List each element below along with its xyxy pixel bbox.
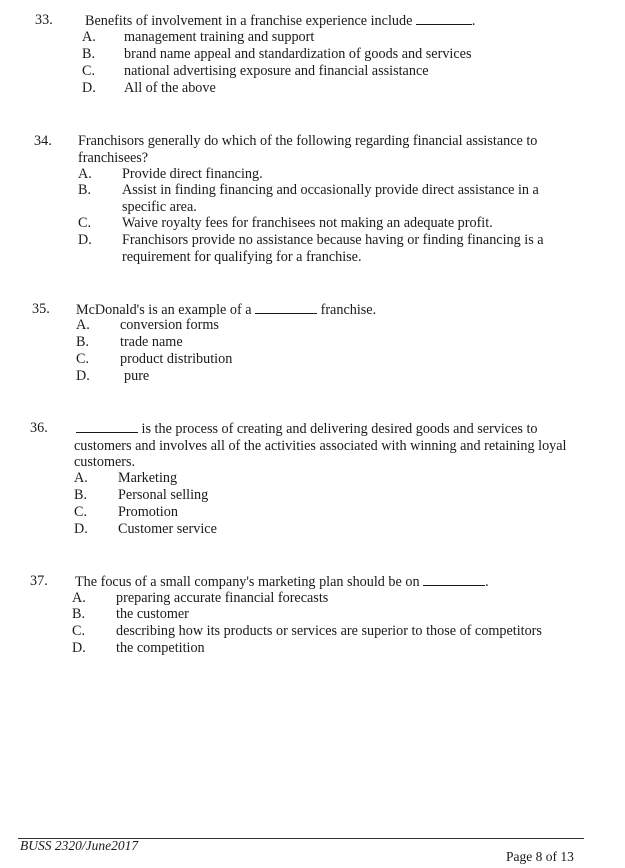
option-letter: B. — [76, 334, 90, 350]
option-letter: C. — [74, 504, 88, 520]
option-text: All of the above — [124, 80, 216, 96]
option-letter: A. — [74, 470, 88, 486]
option-text: Promotion — [118, 504, 178, 520]
answer-blank — [76, 420, 138, 433]
option-letter: D. — [78, 232, 92, 248]
question-stem: McDonald's is an example of a franchise. — [76, 302, 377, 318]
option-letter: B. — [78, 182, 92, 198]
option-text: Marketing — [118, 470, 178, 486]
option-text: management training and support — [124, 29, 315, 45]
option-letter: D. — [72, 640, 86, 656]
option-letter: B. — [82, 46, 96, 62]
option-text: Customer service — [118, 521, 217, 537]
option-text: describing how its products or services are superior to those of competitors — [116, 623, 542, 639]
option-letter: B. — [74, 487, 88, 503]
option-text: pure — [124, 368, 150, 384]
question-stem: is the process of creating and delivering desired goods and services to customers and involves all of the activities associated with winning and retaining loyal customers. — [74, 421, 567, 470]
option-letter: C. — [82, 63, 96, 79]
question-stem: Franchisors generally do which of the following regarding financial assistance to franchisees? — [78, 133, 538, 166]
option-letter: A. — [78, 166, 92, 182]
question-stem: The focus of a small company's marketing plan should be on . — [75, 574, 489, 590]
question-number: 33. — [35, 12, 53, 28]
question-number: 34. — [34, 133, 52, 149]
option-text: Provide direct financing. — [122, 166, 263, 182]
option-text: brand name appeal and standardization of goods and services — [124, 46, 472, 62]
answer-blank — [416, 12, 472, 25]
option-text: national advertising exposure and financial assistance — [124, 63, 429, 79]
option-letter: C. — [78, 215, 92, 231]
option-letter: A. — [82, 29, 96, 45]
option-letter: A. — [76, 317, 90, 333]
option-text: Assist in finding financing and occasionally provide direct assistance in a specific area. — [122, 182, 539, 215]
question-number: 37. — [30, 573, 48, 589]
option-letter: D. — [74, 521, 88, 537]
option-text: Franchisors provide no assistance because having or finding financing is a requirement for qualifying for a franchise. — [122, 232, 544, 265]
option-text: the competition — [116, 640, 205, 656]
option-text: the customer — [116, 606, 189, 622]
question-stem: Benefits of involvement in a franchise experience include . — [85, 13, 476, 29]
option-letter: A. — [72, 590, 86, 606]
question-number: 35. — [32, 301, 50, 317]
option-text: conversion forms — [120, 317, 219, 333]
page-number: Page 8 of 13 — [506, 849, 574, 864]
answer-blank — [423, 573, 485, 586]
question-number: 36. — [30, 420, 48, 436]
option-text: Waive royalty fees for franchisees not making an adequate profit. — [122, 215, 493, 231]
option-text: Personal selling — [118, 487, 209, 503]
option-letter: B. — [72, 606, 86, 622]
option-letter: C. — [76, 351, 90, 367]
option-letter: D. — [76, 368, 90, 384]
option-text: product distribution — [120, 351, 233, 367]
answer-blank — [255, 301, 317, 314]
course-code: BUSS 2320/June2017 — [20, 838, 139, 853]
option-letter: C. — [72, 623, 86, 639]
option-letter: D. — [82, 80, 96, 96]
option-text: trade name — [120, 334, 183, 350]
option-text: preparing accurate financial forecasts — [116, 590, 329, 606]
